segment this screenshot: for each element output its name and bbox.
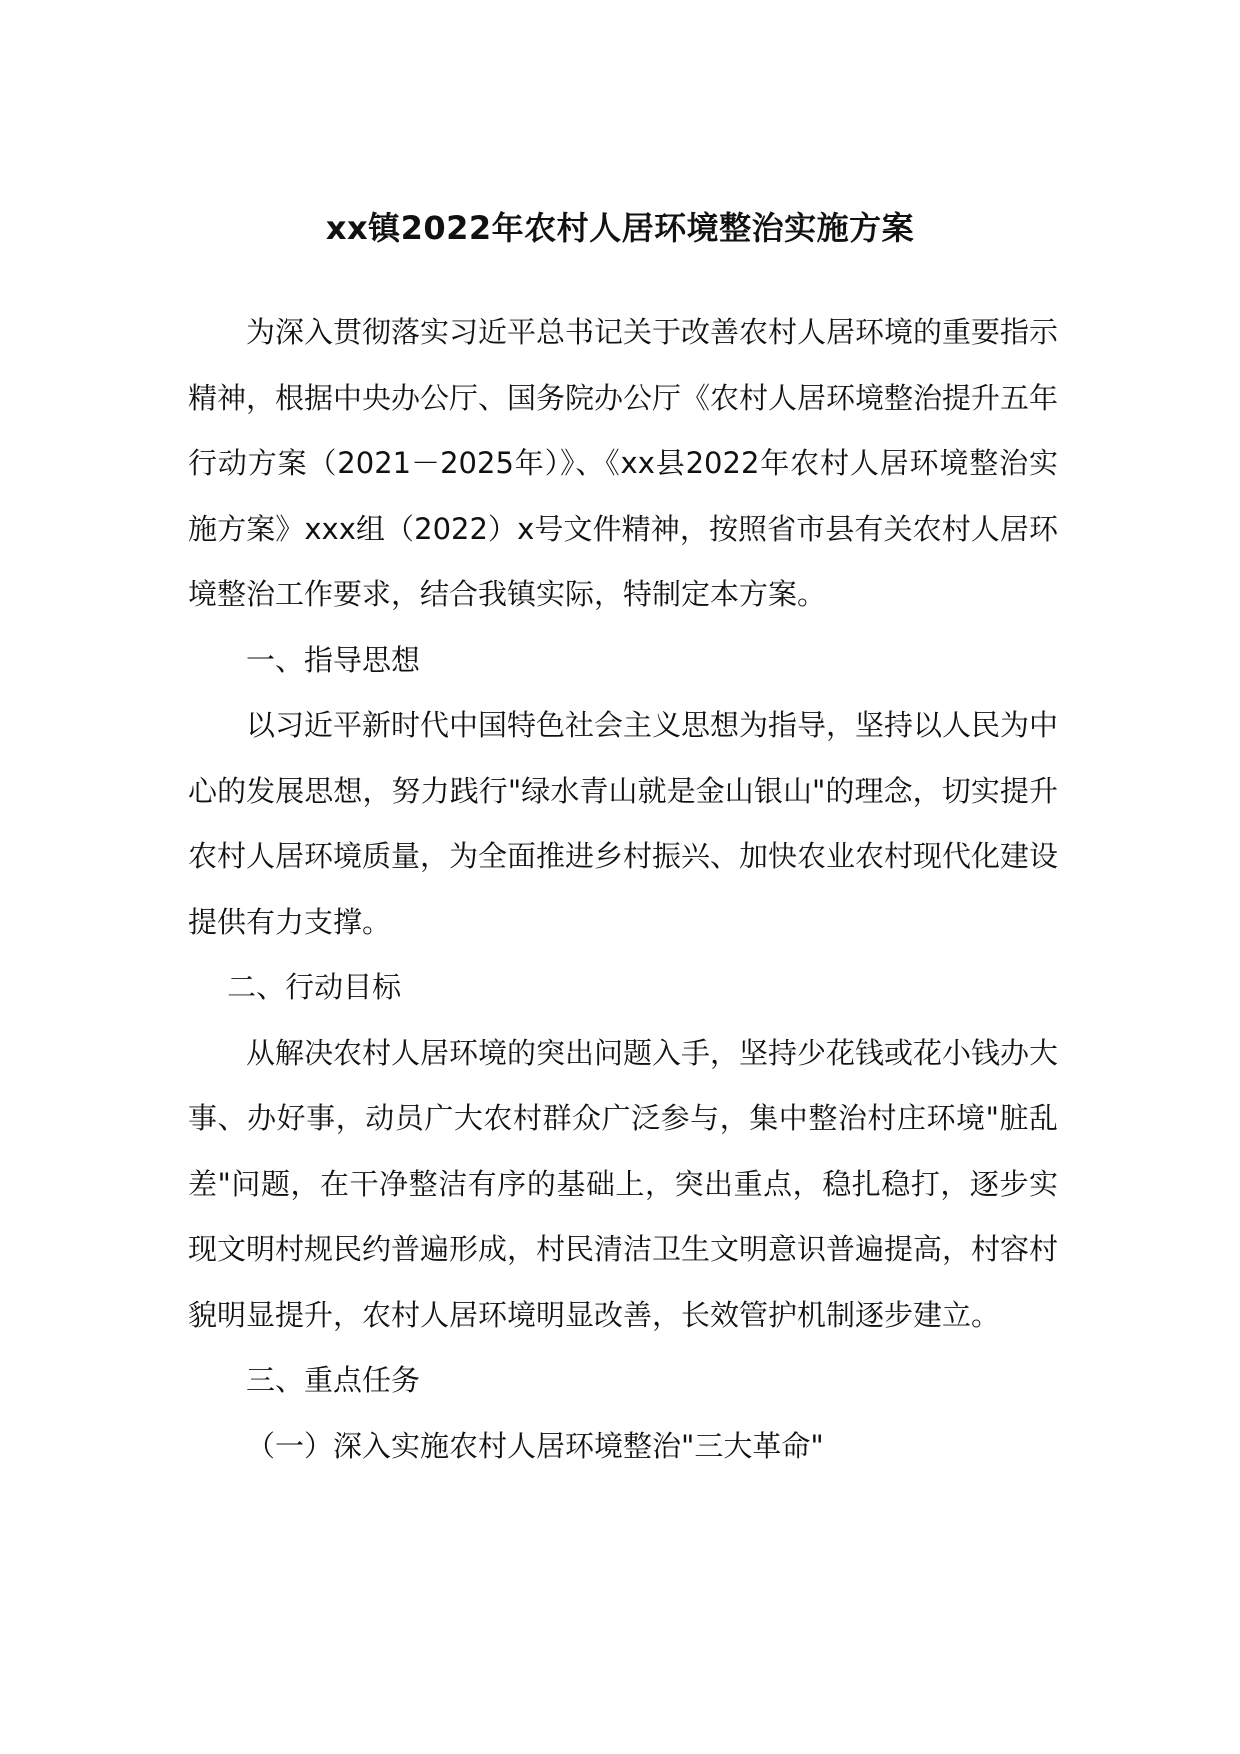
- document-title: xx镇2022年农村人居环境整治实施方案: [325, 209, 915, 247]
- subsection-heading-three-revolutions: （一）深入实施农村人居环境整治"三大革命": [246, 1428, 824, 1463]
- intro-paragraph: 为深入贯彻落实习近平总书记关于改善农村人居环境的重要指示精神，根据中央办公厅、国务院办公厅《农村人居环境整治提升五年行动方案（2021－2025年）》、《xx县2022年农村人居环境整治实施方案》xxx组（2022）x号文件精神，按照省市县有关农村人居环境整治工作要求，结合我镇实际，特制定本方案。: [188, 315, 1059, 611]
- section-heading-key-tasks: 三、重点任务: [246, 1363, 421, 1397]
- section-heading-action-goals: 二、行动目标: [227, 970, 402, 1004]
- section-heading-guiding-ideology: 一、指导思想: [246, 642, 421, 677]
- document-body: [188, 300, 1058, 1479]
- section-paragraph-action-goals: 从解决农村人居环境的突出问题入手，坚持少花钱或花小钱办大事、办好事，动员广大农村群众广泛参与，集中整治村庄环境"脏乱差"问题，在干净整洁有序的基础上，突出重点，稳扎稳打，逐步实现文明村规民约普遍形成，村民清洁卫生文明意识普遍提高，村容村貌明显提升，农村人居环境明显改善，长效管护机制逐步建立。: [188, 1035, 1059, 1332]
- section-paragraph-guiding-ideology: 以习近平新时代中国特色社会主义思想为指导，坚持以人民为中心的发展思想，努力践行"绿水青山就是金山银山"的理念，切实提升农村人居环境质量，为全面推进乡村振兴、加快农业农村现代化建设提供有力支撑。: [188, 708, 1059, 939]
